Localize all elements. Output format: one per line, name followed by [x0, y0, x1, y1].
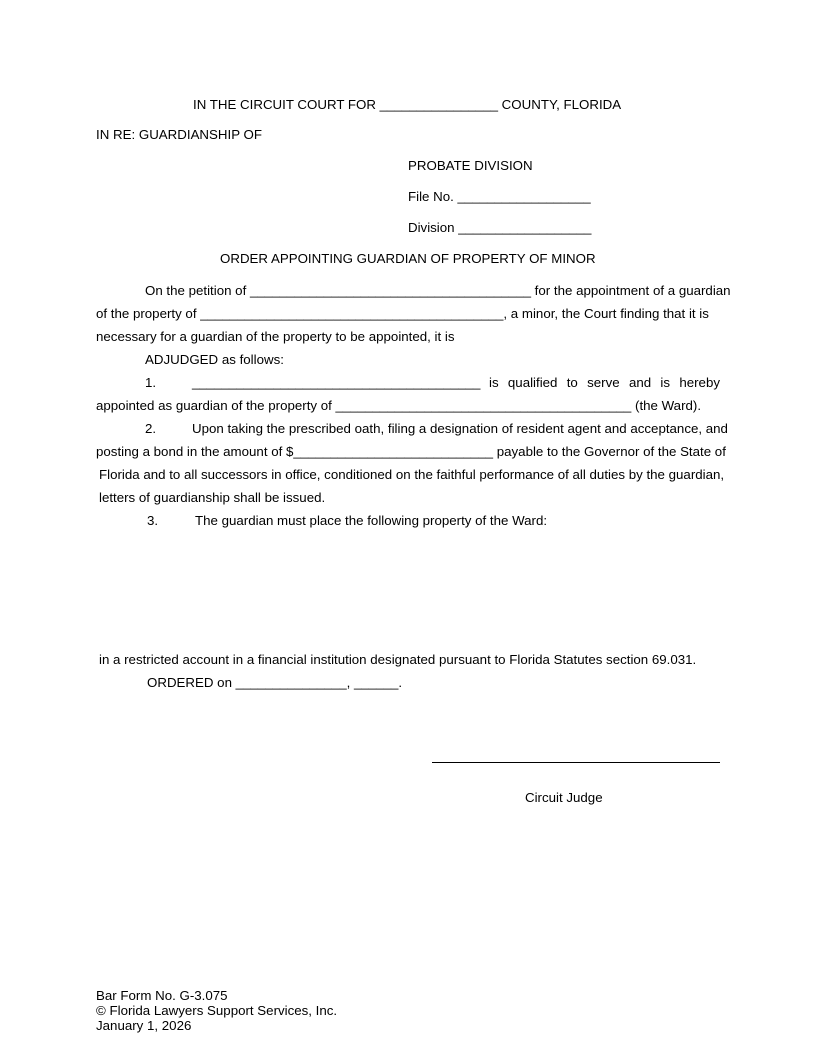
- in-re-line: IN RE: GUARDIANSHIP OF: [96, 127, 262, 142]
- document-title: ORDER APPOINTING GUARDIAN OF PROPERTY OF MINOR: [220, 251, 596, 266]
- file-number-field: File No. __________________: [408, 189, 591, 204]
- circuit-judge-label: Circuit Judge: [525, 790, 603, 805]
- copyright-notice: © Florida Lawyers Support Services, Inc.: [96, 1003, 338, 1018]
- division-field: Division __________________: [408, 220, 592, 235]
- restricted-account-line: in a restricted account in a financial institution designated pursuant to Florida Statutes section 69.031.: [99, 652, 697, 667]
- ordered-line: ORDERED on _______________, ______.: [147, 675, 403, 690]
- item-2-line-1: Upon taking the prescribed oath, filing a designation of resident agent and acceptance, and: [192, 421, 728, 436]
- item-1-number: 1.: [145, 375, 157, 390]
- court-caption: IN THE CIRCUIT COURT FOR ________________ COUNTY, FLORIDA: [193, 97, 622, 112]
- form-date: January 1, 2026: [96, 1018, 192, 1033]
- item-1-text: is qualified to serve and is hereby: [489, 375, 720, 390]
- item-2-line-4: letters of guardianship shall be issued.: [99, 490, 326, 505]
- item-1-blank: _______________________________________: [192, 375, 481, 390]
- adjudged-heading: ADJUDGED as follows:: [145, 352, 284, 367]
- bar-form-number: Bar Form No. G-3.075: [96, 988, 228, 1003]
- signature-line: [432, 762, 720, 763]
- petition-line-1: On the petition of ______________________________________ for the appointment of a guardian: [145, 283, 731, 298]
- petition-line-2: of the property of _________________________________________, a minor, the Court finding that it is: [96, 306, 709, 321]
- item-1-line-2: appointed as guardian of the property of ________________________________________ (the Ward).: [96, 398, 702, 413]
- petition-line-3: necessary for a guardian of the property to be appointed, it is: [96, 329, 455, 344]
- item-2-number: 2.: [145, 421, 157, 436]
- form-footer: [96, 988, 337, 1033]
- item-3-text: The guardian must place the following property of the Ward:: [195, 513, 548, 528]
- item-2-line-3: Florida and to all successors in office, conditioned on the faithful performance of all duties by the guardian,: [99, 467, 725, 482]
- item-3-number: 3.: [147, 513, 159, 528]
- probate-division-label: PROBATE DIVISION: [408, 158, 533, 173]
- item-2-line-2: posting a bond in the amount of $___________________________ payable to the Governor of the State of: [96, 444, 726, 459]
